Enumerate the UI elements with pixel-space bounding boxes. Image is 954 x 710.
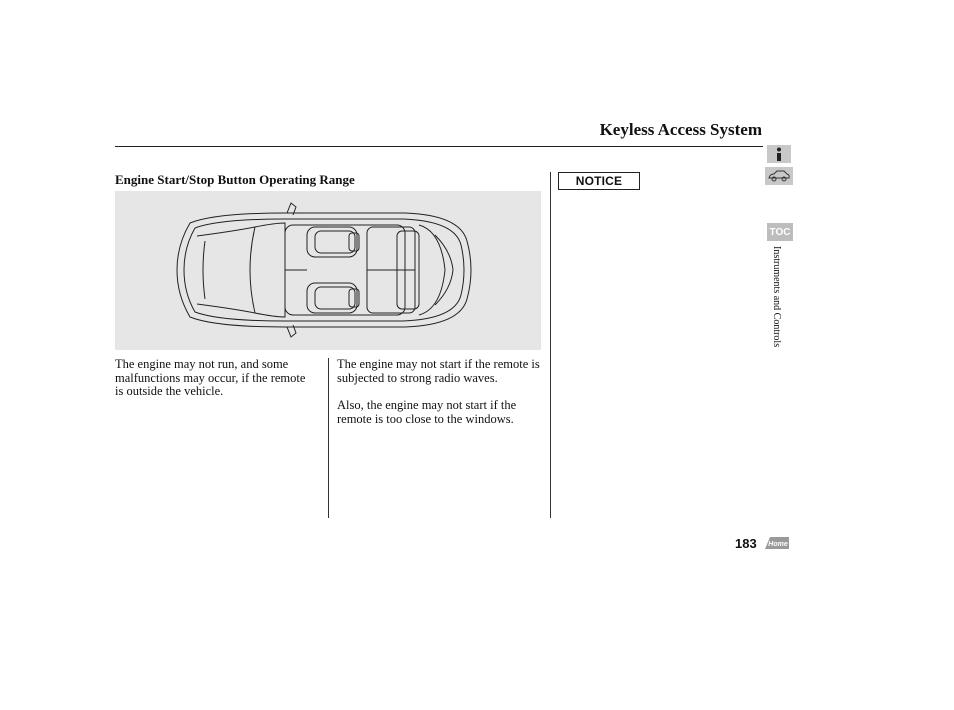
chapter-label: [768, 246, 786, 376]
info-button[interactable]: [767, 145, 791, 163]
home-icon: [764, 536, 790, 550]
home-label: Home: [768, 541, 788, 548]
paragraph: The engine may not start if the remote is subjected to strong radio waves.: [337, 357, 540, 385]
toc-button[interactable]: TOC: [767, 223, 793, 241]
paragraph: Also, the engine may not start if the remote is too close to the windows.: [337, 398, 517, 426]
notice-label: NOTICE: [558, 172, 640, 190]
section-heading: Engine Start/Stop Button Operating Range: [115, 172, 355, 187]
car-icon: [767, 170, 791, 182]
chapter-label-text: Instruments and Controls: [771, 246, 782, 348]
car-diagram: [115, 191, 541, 350]
page-title: Keyless Access System: [599, 120, 762, 139]
page-number: 183: [735, 536, 757, 551]
header-rule: [115, 146, 763, 147]
text-column-2: [337, 358, 542, 440]
car-top-view-icon: [115, 191, 541, 350]
info-icon: [773, 147, 785, 161]
text-column-1: The engine may not run, and some malfunctions may occur, if the remote is outside the vehicle.: [115, 357, 306, 398]
vehicle-index-button[interactable]: [765, 167, 793, 185]
column-divider: [550, 172, 551, 518]
home-button[interactable]: [764, 536, 790, 550]
column-divider: [328, 358, 329, 518]
